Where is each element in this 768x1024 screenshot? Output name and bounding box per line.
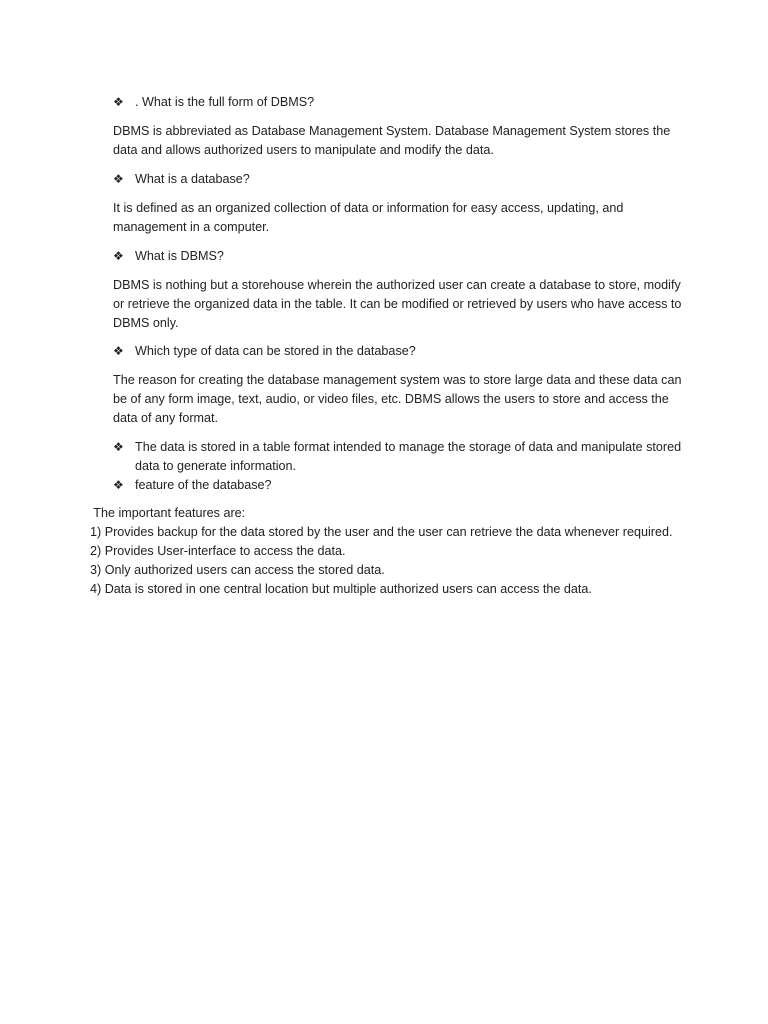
answer-paragraph: The reason for creating the database management system was to store large data and these data can be of any form image, text, audio, or video files, etc. DBMS allows the users to store and access the data of any format. <box>113 373 682 425</box>
diamond-bullet-icon: ❖ <box>113 440 124 454</box>
feature-item: 4) Data is stored in one central location but multiple authorized users can access the data. <box>90 582 592 596</box>
diamond-bullet-icon: ❖ <box>113 344 124 358</box>
diamond-bullet-icon: ❖ <box>113 172 124 186</box>
feature-item: 3) Only authorized users can access the stored data. <box>90 563 385 577</box>
question-text: . What is the full form of DBMS? <box>135 95 315 109</box>
question-item <box>113 342 693 361</box>
answer-paragraph: DBMS is nothing but a storehouse wherein the authorized user can create a database to store, modify or retrieve the organized data in the table. It can be modified or retrieved by users who have access to DBMS only. <box>113 278 682 330</box>
bullet-item <box>113 438 693 476</box>
question-item <box>113 170 693 189</box>
feature-item: 2) Provides User-interface to access the data. <box>90 544 346 558</box>
bullet-item <box>113 476 693 495</box>
features-section <box>90 504 710 599</box>
features-intro: The important features are: <box>90 506 246 520</box>
bullet-text: feature of the database? <box>135 478 272 492</box>
bullet-text: The data is stored in a table format intended to manage the storage of data and manipulate stored data to generate information. <box>135 440 682 473</box>
diamond-bullet-icon: ❖ <box>113 249 124 263</box>
answer-paragraph: It is defined as an organized collection of data or information for easy access, updating, and management in a computer. <box>113 201 624 234</box>
feature-item: 1) Provides backup for the data stored by the user and the user can retrieve the data whenever required. <box>90 525 673 539</box>
question-text: Which type of data can be stored in the database? <box>135 344 416 358</box>
diamond-bullet-icon: ❖ <box>113 478 124 492</box>
question-text: What is DBMS? <box>135 249 224 263</box>
question-text: What is a database? <box>135 172 250 186</box>
question-item <box>113 247 693 266</box>
answer-paragraph: DBMS is abbreviated as Database Management System. Database Management System stores the data and allows authorized users to manipulate and modify the data. <box>113 124 671 157</box>
diamond-bullet-icon: ❖ <box>113 95 124 109</box>
question-item <box>113 93 693 112</box>
